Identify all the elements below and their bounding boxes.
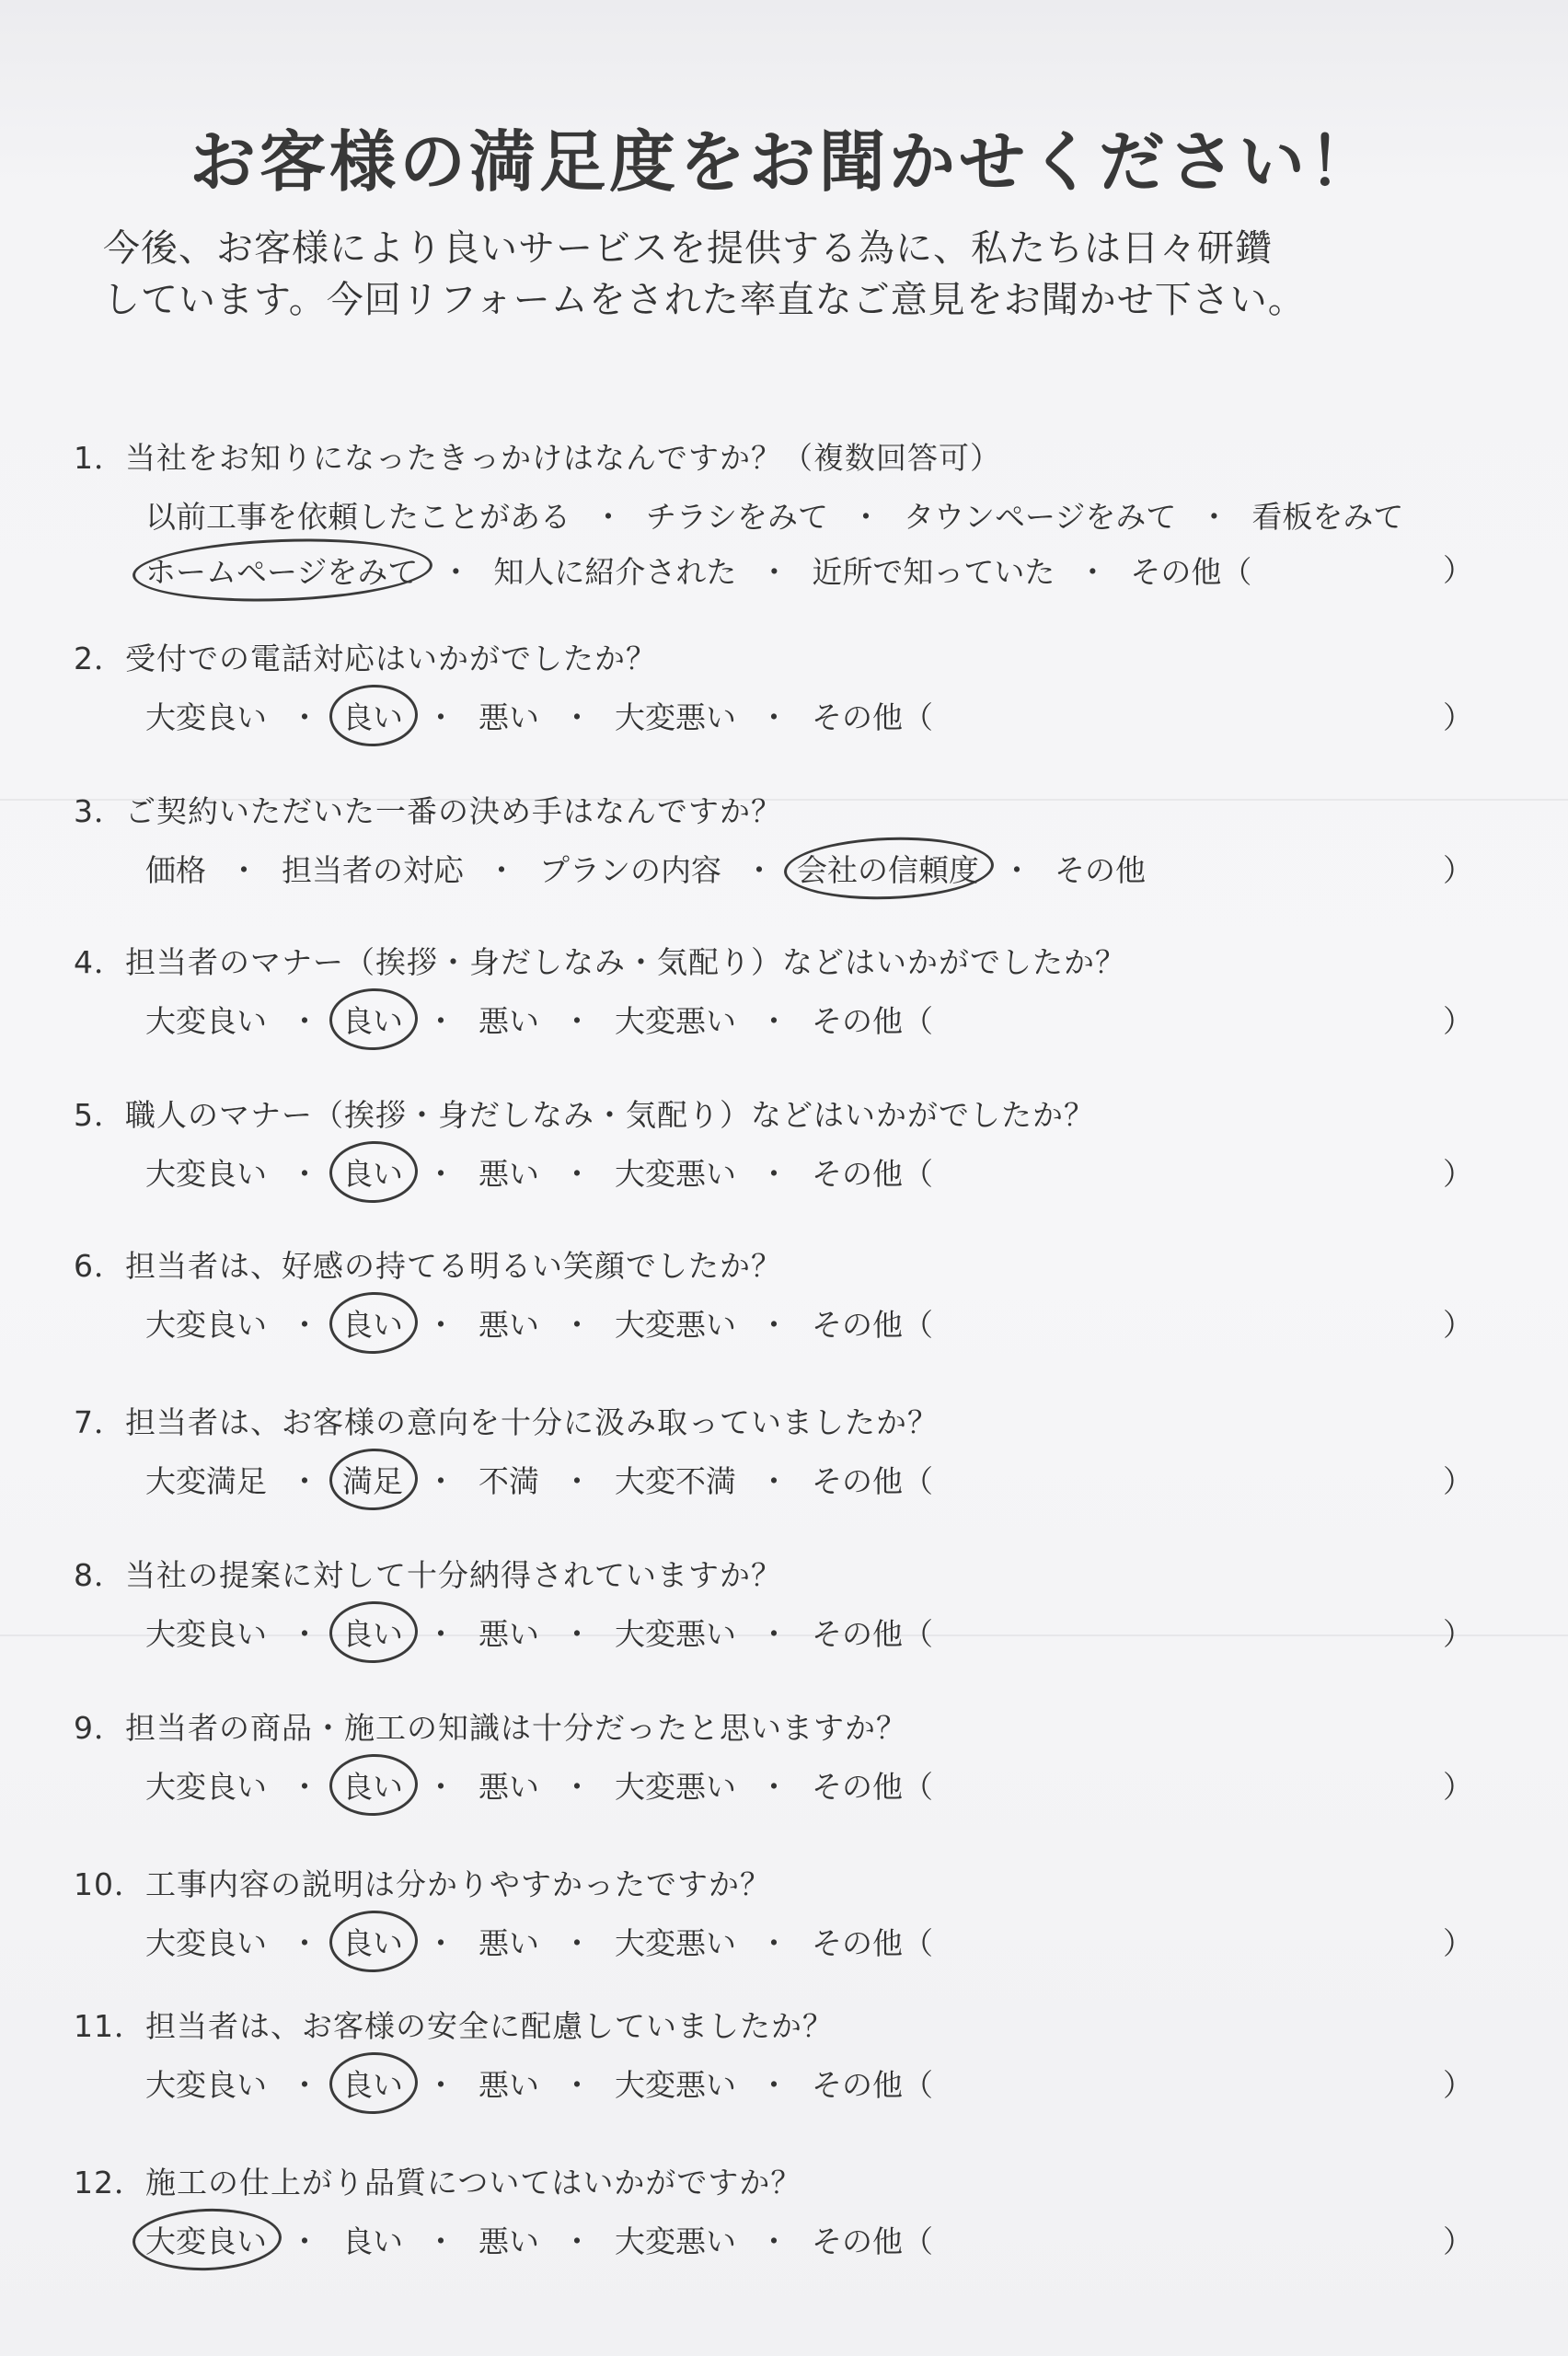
option-separator: ・ bbox=[758, 2223, 790, 2259]
option-separator: ・ bbox=[289, 1156, 320, 1192]
answer-option[interactable]: 大変悪い bbox=[615, 1616, 736, 1652]
question-text: 7．担当者は、お客様の意向を十分に汲み取っていましたか？ bbox=[74, 1404, 939, 1440]
answer-option[interactable]: 悪い bbox=[478, 1307, 539, 1343]
option-separator: ・ bbox=[758, 1616, 790, 1652]
answer-option-selected[interactable]: 会社の信頼度 bbox=[791, 847, 985, 890]
option-separator: ・ bbox=[744, 852, 775, 888]
answer-options bbox=[140, 1150, 939, 1194]
answer-option[interactable]: 看板をみて bbox=[1251, 499, 1404, 535]
option-separator: ・ bbox=[289, 2223, 320, 2259]
answer-option[interactable]: 悪い bbox=[478, 699, 539, 735]
option-separator: ・ bbox=[289, 1925, 320, 1961]
question-text: 4．担当者のマナー（挨拶・身だしなみ・気配り）などはいかがでしたか？ bbox=[74, 944, 1126, 980]
option-separator: ・ bbox=[758, 1307, 790, 1343]
answer-option[interactable]: 大変悪い bbox=[615, 2223, 736, 2259]
option-separator: ・ bbox=[758, 699, 790, 735]
answer-option-selected[interactable]: 良い bbox=[337, 694, 409, 737]
option-separator: ・ bbox=[425, 1156, 456, 1192]
question-text: 2．受付での電話対応はいかがでしたか？ bbox=[74, 641, 657, 676]
option-separator: ・ bbox=[289, 2067, 320, 2103]
answer-options bbox=[140, 1458, 939, 1501]
answer-option[interactable]: 悪い bbox=[478, 2223, 539, 2259]
option-separator: ・ bbox=[289, 1003, 320, 1039]
option-separator: ・ bbox=[561, 1307, 593, 1343]
option-separator: ・ bbox=[561, 699, 593, 735]
answer-option-selected[interactable]: 大変良い bbox=[140, 2218, 272, 2261]
question-text: 3．ご契約いただいた一番の決め手はなんですか？ bbox=[74, 793, 782, 829]
option-separator: ・ bbox=[425, 1463, 456, 1499]
other-close-paren: ） bbox=[1443, 699, 1473, 735]
question-text: 9．担当者の商品・施工の知識は十分だったと思いますか？ bbox=[74, 1710, 907, 1746]
option-separator: ・ bbox=[425, 2223, 456, 2259]
answer-option-selected[interactable]: 良い bbox=[337, 1611, 409, 1654]
answer-options bbox=[140, 549, 1257, 592]
intro-text bbox=[103, 223, 1483, 326]
option-separator: ・ bbox=[1198, 499, 1229, 535]
option-separator: ・ bbox=[593, 499, 624, 535]
answer-option[interactable]: その他（ bbox=[812, 2067, 933, 2103]
option-separator: ・ bbox=[425, 2067, 456, 2103]
answer-option[interactable]: 大変良い bbox=[145, 699, 267, 735]
answer-option[interactable]: 大変良い bbox=[145, 2067, 267, 2103]
option-separator: ・ bbox=[425, 1616, 456, 1652]
answer-option-selected[interactable]: 良い bbox=[337, 1301, 409, 1345]
answer-option-selected[interactable]: 満足 bbox=[337, 1458, 409, 1501]
answer-option[interactable]: その他（ bbox=[812, 1003, 933, 1039]
answer-option-selected[interactable]: ホームページをみて bbox=[140, 549, 423, 592]
answer-option[interactable]: その他（ bbox=[812, 1156, 933, 1192]
answer-option[interactable]: 大変良い bbox=[145, 1925, 267, 1961]
answer-option[interactable]: プランの内容 bbox=[539, 852, 721, 888]
other-close-paren: ） bbox=[1443, 1003, 1473, 1039]
answer-option[interactable]: 良い bbox=[342, 2223, 403, 2259]
answer-option[interactable]: 大変悪い bbox=[615, 699, 736, 735]
answer-options bbox=[140, 694, 939, 737]
answer-option[interactable]: 大変悪い bbox=[615, 1769, 736, 1805]
question-text: 11．担当者は、お客様の安全に配慮していましたか？ bbox=[74, 2008, 834, 2044]
answer-option[interactable]: その他（ bbox=[812, 2223, 933, 2259]
answer-option[interactable]: 悪い bbox=[478, 1616, 539, 1652]
answer-options bbox=[140, 1763, 939, 1807]
answer-option-selected[interactable]: 良い bbox=[337, 998, 409, 1041]
answer-option[interactable]: 大変悪い bbox=[615, 1307, 736, 1343]
other-close-paren: ） bbox=[1443, 1769, 1473, 1805]
answer-options bbox=[140, 998, 939, 1041]
answer-option[interactable]: 担当者の対応 bbox=[282, 852, 464, 888]
question-text: 5．職人のマナー（挨拶・身だしなみ・気配り）などはいかがでしたか？ bbox=[74, 1097, 1095, 1133]
option-separator: ・ bbox=[289, 699, 320, 735]
option-separator: ・ bbox=[561, 1003, 593, 1039]
answer-option[interactable]: 悪い bbox=[478, 1003, 539, 1039]
intro-line: 今後、お客様により良いサービスを提供する為に、私たちは日々研鑽 bbox=[103, 227, 1273, 270]
other-close-paren: ） bbox=[1443, 552, 1473, 588]
answer-options bbox=[140, 2218, 939, 2261]
question-text: 8．当社の提案に対して十分納得されていますか？ bbox=[74, 1557, 782, 1593]
answer-option-selected[interactable]: 良い bbox=[337, 2062, 409, 2105]
answer-option[interactable]: 大変悪い bbox=[615, 1925, 736, 1961]
answer-option[interactable]: その他（ bbox=[812, 1925, 933, 1961]
option-separator: ・ bbox=[758, 1003, 790, 1039]
answer-option[interactable]: その他（ bbox=[812, 1463, 933, 1499]
answer-option-selected[interactable]: 良い bbox=[337, 1920, 409, 1963]
option-separator: ・ bbox=[425, 1003, 456, 1039]
option-separator: ・ bbox=[425, 1307, 456, 1343]
option-separator: ・ bbox=[758, 2067, 790, 2103]
option-separator: ・ bbox=[289, 1769, 320, 1805]
question-text: 6．担当者は、好感の持てる明るい笑顔でしたか？ bbox=[74, 1248, 782, 1284]
answer-option[interactable]: 不満 bbox=[478, 1463, 539, 1499]
option-separator: ・ bbox=[561, 2223, 593, 2259]
answer-option-selected[interactable]: 良い bbox=[337, 1763, 409, 1807]
answer-option[interactable]: 以前工事を依頼したことがある bbox=[145, 499, 571, 535]
option-separator: ・ bbox=[289, 1463, 320, 1499]
intro-line: しています。今回リフォームをされた率直なご意見をお聞かせ下さい。 bbox=[103, 279, 1306, 321]
answer-options bbox=[140, 847, 1151, 890]
answer-option[interactable]: 大変良い bbox=[145, 1616, 267, 1652]
option-separator: ・ bbox=[289, 1616, 320, 1652]
answer-option[interactable]: 大変良い bbox=[145, 1307, 267, 1343]
option-separator: ・ bbox=[561, 1616, 593, 1652]
option-separator: ・ bbox=[758, 1156, 790, 1192]
answer-options bbox=[140, 1611, 939, 1654]
answer-option[interactable]: 知人に紹介された bbox=[493, 554, 737, 590]
option-separator: ・ bbox=[561, 2067, 593, 2103]
option-separator: ・ bbox=[561, 1769, 593, 1805]
answer-option[interactable]: その他（ bbox=[812, 1616, 933, 1652]
other-close-paren: ） bbox=[1443, 1925, 1473, 1961]
option-separator: ・ bbox=[1077, 554, 1108, 590]
other-close-paren: ） bbox=[1443, 1463, 1473, 1499]
answer-option[interactable]: 悪い bbox=[478, 2067, 539, 2103]
answer-option[interactable]: その他（ bbox=[812, 699, 933, 735]
answer-option[interactable]: 悪い bbox=[478, 1769, 539, 1805]
option-separator: ・ bbox=[425, 699, 456, 735]
option-separator: ・ bbox=[758, 1769, 790, 1805]
option-separator: ・ bbox=[561, 1156, 593, 1192]
answer-options bbox=[140, 2062, 939, 2105]
page-title: お客様の満足度をお聞かせください！ bbox=[189, 123, 1378, 201]
question-text: 12．施工の仕上がり品質についてはいかがですか？ bbox=[74, 2165, 802, 2200]
answer-option[interactable]: 大変悪い bbox=[615, 1003, 736, 1039]
answer-option[interactable]: チラシをみて bbox=[646, 499, 828, 535]
answer-option[interactable]: その他（ bbox=[1130, 554, 1252, 590]
option-separator: ・ bbox=[486, 852, 517, 888]
answer-option[interactable]: 大変良い bbox=[145, 1156, 267, 1192]
other-close-paren: ） bbox=[1443, 2067, 1473, 2103]
answer-option[interactable]: 大変不満 bbox=[615, 1463, 736, 1499]
answer-options bbox=[140, 493, 1409, 537]
question-text: 1．当社をお知りになったきっかけはなんですか？（複数回答可） bbox=[74, 440, 1001, 476]
answer-option[interactable]: その他 bbox=[1055, 852, 1146, 888]
other-close-paren: ） bbox=[1443, 1307, 1473, 1343]
other-close-paren: ） bbox=[1443, 1616, 1473, 1652]
answer-option[interactable]: その他（ bbox=[812, 1307, 933, 1343]
option-separator: ・ bbox=[289, 1307, 320, 1343]
option-separator: ・ bbox=[440, 554, 471, 590]
answer-options bbox=[140, 1920, 939, 1963]
option-separator: ・ bbox=[758, 554, 790, 590]
option-separator: ・ bbox=[561, 1463, 593, 1499]
answer-option[interactable]: 悪い bbox=[478, 1156, 539, 1192]
answer-option[interactable]: 大変良い bbox=[145, 1003, 267, 1039]
option-separator: ・ bbox=[228, 852, 259, 888]
answer-option[interactable]: タウンページをみて bbox=[904, 499, 1177, 535]
other-close-paren: ） bbox=[1443, 2223, 1473, 2259]
option-separator: ・ bbox=[425, 1769, 456, 1805]
answer-option[interactable]: 悪い bbox=[478, 1925, 539, 1961]
other-close-paren: ） bbox=[1443, 852, 1473, 888]
other-close-paren: ） bbox=[1443, 1156, 1473, 1192]
option-separator: ・ bbox=[1001, 852, 1032, 888]
answer-options bbox=[140, 1301, 939, 1345]
answer-option[interactable]: 近所で知っていた bbox=[812, 554, 1055, 590]
answer-option[interactable]: 大変良い bbox=[145, 1769, 267, 1805]
option-separator: ・ bbox=[758, 1463, 790, 1499]
answer-option[interactable]: 大変悪い bbox=[615, 2067, 736, 2103]
option-separator: ・ bbox=[850, 499, 882, 535]
question-text: 10．工事内容の説明は分かりやすかったですか？ bbox=[74, 1866, 771, 1902]
answer-option[interactable]: その他（ bbox=[812, 1769, 933, 1805]
answer-option[interactable]: 大変悪い bbox=[615, 1156, 736, 1192]
option-separator: ・ bbox=[425, 1925, 456, 1961]
option-separator: ・ bbox=[561, 1925, 593, 1961]
answer-option[interactable]: 価格 bbox=[145, 852, 206, 888]
answer-option-selected[interactable]: 良い bbox=[337, 1150, 409, 1194]
option-separator: ・ bbox=[758, 1925, 790, 1961]
answer-option[interactable]: 大変満足 bbox=[145, 1463, 267, 1499]
